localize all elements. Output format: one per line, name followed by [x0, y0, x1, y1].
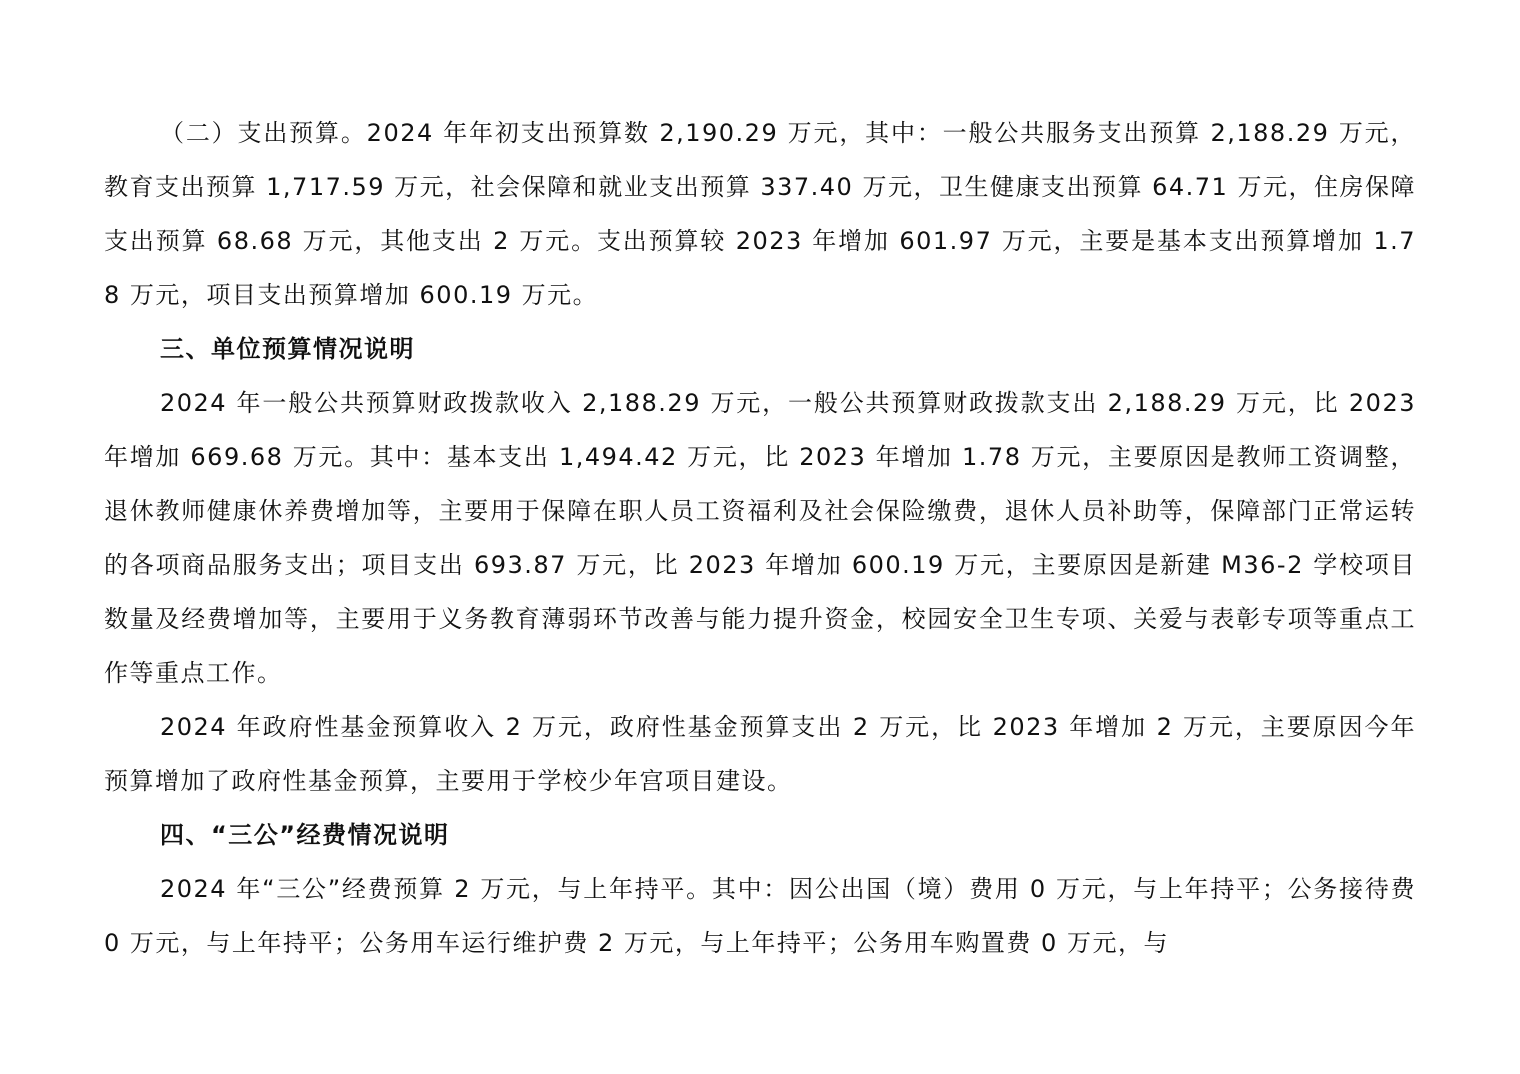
document-body [104, 106, 1416, 970]
section-heading-unit-budget: 三、单位预算情况说明 [160, 335, 415, 363]
paragraph-government-fund: 2024 年政府性基金预算收入 2 万元，政府性基金预算支出 2 万元，比 2023 年增加 2 万元，主要原因今年预算增加了政府性基金预算，主要用于学校少年宫项目建设。 [104, 713, 1416, 795]
section-heading-three-public: 四、“三公”经费情况说明 [160, 821, 450, 849]
paragraph-three-public-expenses: 2024 年“三公”经费预算 2 万元，与上年持平。其中：因公出国（境）费用 0 万元，与上年持平；公务接待费 0 万元，与上年持平；公务用车运行维护费 2 万元，与上年持平；公务用车购置费 0 万元，与 [104, 875, 1416, 957]
paragraph-unit-budget: 2024 年一般公共预算财政拨款收入 2,188.29 万元，一般公共预算财政拨款支出 2,188.29 万元，比 2023 年增加 669.68 万元。其中：基本支出 1,494.42 万元，比 2023 年增加 1.78 万元，主要原因是教师工资调整，退休教师健康休养费增加等，主要用于保障在职人员工资福利及社会保险缴费，退休人员补助等，保障部门正常运转的各项商品服务支出；项目支出 693.87 万元，比 2023 年增加 600.19 万元，主要原因是新建 M36-2 学校项目数量及经费增加等，主要用于义务教育薄弱环节改善与能力提升资金，校园安全卫生专项、关爱与表彰专项等重点工作等重点工作。 [104, 389, 1416, 687]
paragraph-expenditure-budget: （二）支出预算。2024 年年初支出预算数 2,190.29 万元，其中：一般公共服务支出预算 2,188.29 万元，教育支出预算 1,717.59 万元，社会保障和就业支出预算 337.40 万元，卫生健康支出预算 64.71 万元，住房保障支出预算 68.68 万元，其他支出 2 万元。支出预算较 2023 年增加 601.97 万元，主要是基本支出预算增加 1.78 万元，项目支出预算增加 600.19 万元。 [104, 119, 1416, 309]
